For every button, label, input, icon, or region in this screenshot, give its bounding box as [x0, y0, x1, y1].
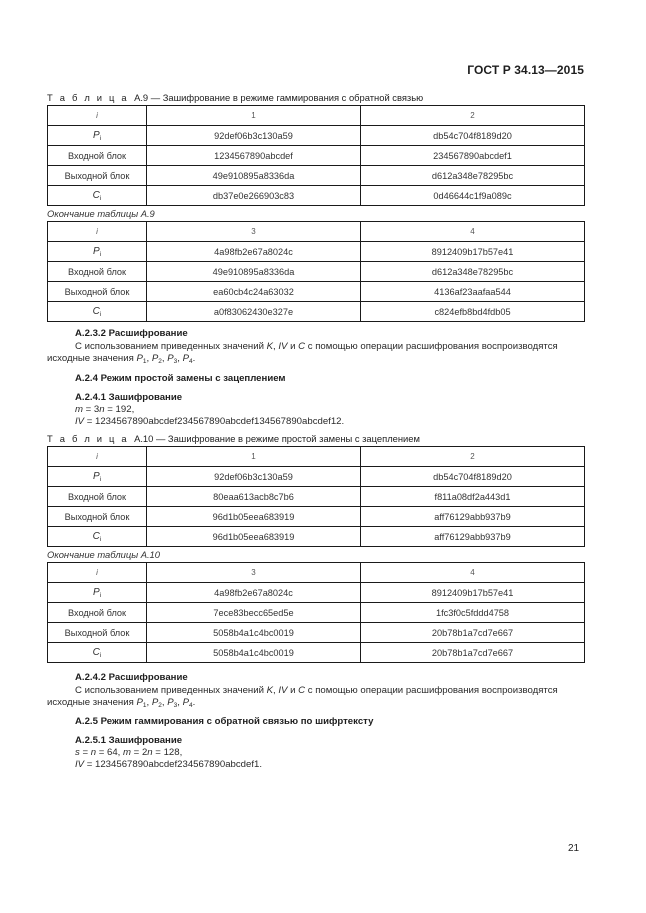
standard-header: ГОСТ Р 34.13—2015	[467, 63, 584, 77]
table-a10-continuation-caption: Окончание таблицы А.10	[47, 549, 160, 560]
table-cell: 96d1b05eea683919	[147, 527, 361, 547]
table-row	[48, 166, 585, 186]
row-label: Входной блок	[48, 487, 147, 507]
row-label: Выходной блок	[48, 282, 147, 302]
table-cell: 5058b4a1c4bc0019	[147, 643, 361, 663]
table-caption-prefix: Т а б л и ц а	[47, 92, 129, 103]
row-label: Входной блок	[48, 262, 147, 282]
header-cell: 2	[361, 447, 585, 467]
table-cell: 4a98fb2e67a8024c	[147, 242, 361, 262]
table-cell: f811a08df2a443d1	[361, 487, 585, 507]
table-row	[48, 186, 585, 206]
table-a9	[47, 105, 585, 206]
table-cell: 96d1b05eea683919	[147, 507, 361, 527]
table-cell: 92def06b3c130a59	[147, 467, 361, 487]
section-heading-a251: А.2.5.1 Зашифрование	[75, 735, 183, 746]
header-cell: 4	[361, 563, 585, 583]
table-cell: 80eaa613acb8c7b6	[147, 487, 361, 507]
table-row	[48, 487, 585, 507]
paragraph-a242-line2: исходные значения $P_1$, $P_2$, $P_3$, $P_4$.	[47, 697, 196, 709]
table-cell: c824efb8bd4fdb05	[361, 302, 585, 322]
table-row	[48, 603, 585, 623]
table-row	[48, 282, 585, 302]
table-a9-continuation-caption: Окончание таблицы А.9	[47, 208, 155, 219]
header-cell: 3	[147, 222, 361, 242]
row-label: $C_i$	[48, 527, 147, 547]
formula-s-n-m: s = n = 64, m = 2n = 128,	[75, 747, 183, 758]
table-cell: db37e0e266903c83	[147, 186, 361, 206]
header-cell: i	[48, 222, 147, 242]
table-row	[48, 242, 585, 262]
header-cell: i	[48, 563, 147, 583]
row-label: Входной блок	[48, 603, 147, 623]
table-header-row	[48, 447, 585, 467]
paragraph-a232-line1: С использованием приведенных значений K, IV и C с помощью операции расшифрования воспроизводятся	[75, 341, 558, 352]
row-label: $C_i$	[48, 643, 147, 663]
table-cell: a0f83062430e327e	[147, 302, 361, 322]
table-a9-continued	[47, 221, 585, 322]
table-cell: aff76129abb937b9	[361, 507, 585, 527]
table-cell: 7ece83becc65ed5e	[147, 603, 361, 623]
table-cell: 0d46644c1f9a089c	[361, 186, 585, 206]
table-cell: d612a348e78295bc	[361, 166, 585, 186]
table-cell: d612a348e78295bc	[361, 262, 585, 282]
table-cell: 1234567890abcdef	[147, 146, 361, 166]
table-row	[48, 126, 585, 146]
table-cell: 4a98fb2e67a8024c	[147, 583, 361, 603]
row-label: Выходной блок	[48, 623, 147, 643]
row-label: $P_i$	[48, 242, 147, 262]
row-label: $P_i$	[48, 467, 147, 487]
table-caption-prefix: Т а б л и ц а	[47, 433, 129, 444]
table-row	[48, 262, 585, 282]
section-heading-a242: А.2.4.2 Расшифрование	[75, 672, 188, 683]
table-cell: 8912409b17b57e41	[361, 583, 585, 603]
table-cell: aff76129abb937b9	[361, 527, 585, 547]
table-cell: 20b78b1a7cd7e667	[361, 643, 585, 663]
table-row	[48, 583, 585, 603]
table-cell: 1fc3f0c5fddd4758	[361, 603, 585, 623]
table-cell: db54c704f8189d20	[361, 126, 585, 146]
table-header-row	[48, 222, 585, 242]
table-cell: 49e910895a8336da	[147, 166, 361, 186]
row-label: Выходной блок	[48, 166, 147, 186]
table-cell: 234567890abcdef1	[361, 146, 585, 166]
section-heading-a241: А.2.4.1 Зашифрование	[75, 392, 183, 403]
table-row	[48, 467, 585, 487]
row-label: $C_i$	[48, 302, 147, 322]
section-heading-a232: А.2.3.2 Расшифрование	[75, 328, 188, 339]
section-heading-a24: А.2.4 Режим простой замены с зацеплением	[75, 373, 286, 384]
table-cell: 49e910895a8336da	[147, 262, 361, 282]
row-label: $P_i$	[48, 126, 147, 146]
header-cell: i	[48, 106, 147, 126]
table-cell: ea60cb4c24a63032	[147, 282, 361, 302]
formula-m: m = 3n = 192,	[75, 404, 135, 415]
header-cell: 3	[147, 563, 361, 583]
table-row	[48, 643, 585, 663]
paragraph-a232-line2: исходные значения $P_1$, $P_2$, $P_3$, $P_4$.	[47, 353, 196, 365]
table-cell: 8912409b17b57e41	[361, 242, 585, 262]
header-cell: 1	[147, 106, 361, 126]
table-cell: db54c704f8189d20	[361, 467, 585, 487]
header-cell: 2	[361, 106, 585, 126]
table-header-row	[48, 563, 585, 583]
table-caption-text: А.10 — Зашифрование в режиме простой замены с зацеплением	[134, 433, 420, 444]
row-label: Выходной блок	[48, 507, 147, 527]
section-heading-a25: А.2.5 Режим гаммирования с обратной связью по шифртексту	[75, 716, 374, 727]
table-row	[48, 507, 585, 527]
table-a10-continued	[47, 562, 585, 663]
table-cell: 5058b4a1c4bc0019	[147, 623, 361, 643]
table-cell: 20b78b1a7cd7e667	[361, 623, 585, 643]
table-a10-caption	[47, 433, 420, 444]
table-cell: 4136af23aafaa544	[361, 282, 585, 302]
formula-iv: IV = 1234567890abcdef234567890abcdef134567890abcdef12.	[75, 416, 345, 427]
table-row	[48, 302, 585, 322]
header-cell: i	[48, 447, 147, 467]
table-a9-caption	[47, 92, 423, 103]
header-cell: 1	[147, 447, 361, 467]
table-header-row	[48, 106, 585, 126]
row-label: Входной блок	[48, 146, 147, 166]
row-label: $P_i$	[48, 583, 147, 603]
table-caption-text: А.9 — Зашифрование в режиме гаммирования с обратной связью	[134, 92, 424, 103]
table-a10	[47, 446, 585, 547]
table-row	[48, 623, 585, 643]
paragraph-a242-line1: С использованием приведенных значений K, IV и C с помощью операции расшифрования воспроизводятся	[75, 685, 558, 696]
page-number: 21	[568, 843, 580, 854]
table-row	[48, 146, 585, 166]
table-cell: 92def06b3c130a59	[147, 126, 361, 146]
header-cell: 4	[361, 222, 585, 242]
table-row	[48, 527, 585, 547]
formula-iv: IV = 1234567890abcdef234567890abcdef1.	[75, 759, 262, 770]
row-label: $C_i$	[48, 186, 147, 206]
